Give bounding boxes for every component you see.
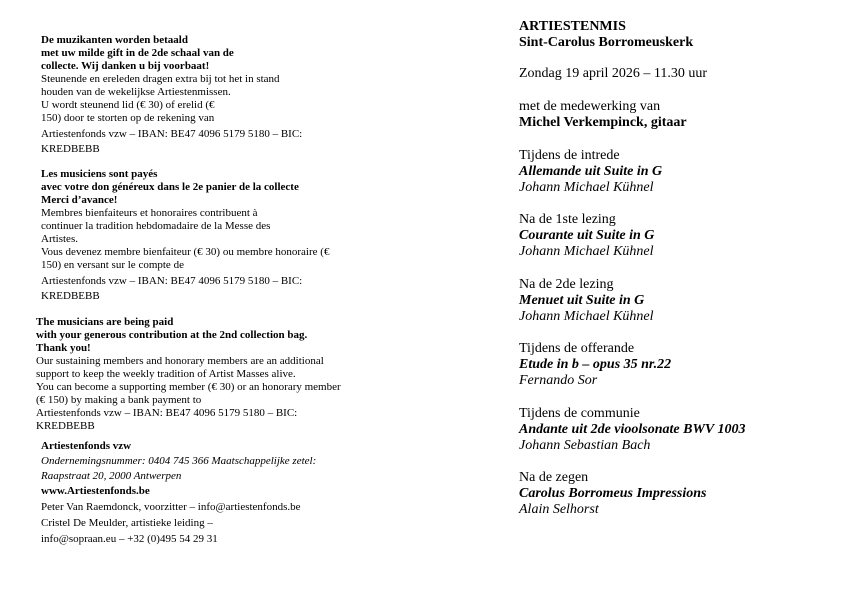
program-item — [519, 341, 671, 389]
english-body-line: support to keep the weekly tradition of Artist Masses alive. — [36, 368, 296, 380]
french-body-line: Membres bienfaiteurs et honoraires contribuent à — [41, 207, 258, 219]
program-composer: Fernando Sor — [519, 373, 598, 388]
program-moment: Na de zegen — [519, 470, 589, 485]
mass-header — [519, 19, 693, 51]
french-heading-line: avec votre don généreux dans le 2e panier de la collecte — [41, 181, 299, 193]
mass-datetime — [519, 66, 707, 82]
collaboration — [519, 99, 687, 131]
french-account-line: KREDBEBB — [41, 290, 100, 302]
french-body-line: Vous devenez membre bienfaiteur (€ 30) ou membre honoraire (€ — [41, 246, 330, 258]
program-piece: Etude in b – opus 35 nr.22 — [519, 357, 672, 372]
english-body-line: Artiestenfonds vzw – IBAN: BE47 4096 5179 5180 – BIC: — [36, 407, 298, 419]
english-body-line: (€ 150) by making a bank payment to — [36, 394, 202, 406]
program-item — [519, 212, 654, 260]
english-heading-line: Thank you! — [36, 342, 91, 354]
english-notice — [36, 316, 341, 433]
dutch-notice — [41, 34, 302, 156]
program-item — [519, 148, 662, 196]
program-piece: Andante uit 2de vioolsonate BWV 1003 — [519, 422, 746, 437]
program-piece: Carolus Borromeus Impressions — [519, 486, 707, 501]
program-moment: Tijdens de intrede — [519, 148, 620, 163]
org-name: Artiestenfonds vzw — [41, 440, 132, 452]
dutch-heading-line: collecte. Wij danken u bij voorbaat! — [41, 60, 210, 72]
org-registration: Ondernemingsnummer: 0404 745 366 Maatschappelijke zetel: — [41, 455, 317, 467]
program-piece: Menuet uit Suite in G — [519, 293, 645, 308]
program-moment: Na de 1ste lezing — [519, 212, 616, 227]
program-composer: Alain Selhorst — [519, 502, 599, 517]
dutch-account-line: KREDBEBB — [41, 143, 100, 155]
french-body-line: 150) en versant sur le compte de — [41, 259, 184, 271]
program-composer: Johann Michael Kühnel — [519, 244, 654, 259]
dutch-body-line: 150) door te storten op de rekening van — [41, 112, 215, 124]
contact-line: info@sopraan.eu – +32 (0)495 54 29 31 — [41, 533, 218, 545]
french-heading-line: Les musiciens sont payés — [41, 168, 158, 180]
dutch-heading-line: De muzikanten worden betaald — [41, 34, 188, 46]
church-name: Sint-Carolus Borromeuskerk — [519, 35, 694, 50]
collab-intro: met de medewerking van — [519, 99, 661, 114]
program-item — [519, 277, 654, 325]
program-piece: Allemande uit Suite in G — [519, 164, 663, 179]
english-body-line: Our sustaining members and honorary members are an additional — [36, 355, 324, 367]
dutch-body-line: U wordt steunend lid (€ 30) of erelid (€ — [41, 99, 215, 111]
program-item — [519, 406, 746, 454]
english-body-line: KREDBEBB — [36, 420, 95, 432]
datetime-line: Zondag 19 april 2026 – 11.30 uur — [519, 66, 708, 81]
french-heading-line: Merci d’avance! — [41, 194, 118, 206]
dutch-body-line: houden van de wekelijkse Artiestenmissen. — [41, 86, 231, 98]
contact-line: Peter Van Raemdonck, voorzitter – info@artiestenfonds.be — [41, 501, 301, 513]
dutch-heading-line: met uw milde gift in de 2de schaal van de — [41, 47, 234, 59]
dutch-account-line: Artiestenfonds vzw – IBAN: BE47 4096 5179 5180 – BIC: — [41, 128, 303, 140]
org-address: Raapstraat 20, 2000 Antwerpen — [41, 470, 182, 482]
contact-line: Cristel De Meulder, artistieke leiding – — [41, 517, 213, 529]
english-heading-line: The musicians are being paid — [36, 316, 174, 328]
english-heading-line: with your generous contribution at the 2nd collection bag. — [36, 329, 308, 341]
program-moment: Tijdens de communie — [519, 406, 640, 421]
french-notice — [41, 168, 329, 303]
program-composer: Johann Sebastian Bach — [519, 438, 651, 453]
french-body-line: continuer la tradition hebdomadaire de la Messe des — [41, 220, 271, 232]
french-body-line: Artistes. — [41, 233, 78, 245]
program-piece: Courante uit Suite in G — [519, 228, 655, 243]
dutch-body-line: Steunende en ereleden dragen extra bij tot het in stand — [41, 73, 280, 85]
program-item — [519, 470, 707, 518]
mass-title: ARTIESTENMIS — [519, 19, 626, 34]
program-moment: Tijdens de offerande — [519, 341, 635, 356]
performer-name: Michel Verkempinck, gitaar — [519, 115, 687, 130]
program-composer: Johann Michael Kühnel — [519, 309, 654, 324]
organisation-footer — [41, 440, 316, 546]
french-account-line: Artiestenfonds vzw – IBAN: BE47 4096 5179 5180 – BIC: — [41, 275, 303, 287]
program-moment: Na de 2de lezing — [519, 277, 614, 292]
org-website[interactable]: www.Artiestenfonds.be — [41, 485, 150, 497]
program-composer: Johann Michael Kühnel — [519, 180, 654, 195]
english-body-line: You can become a supporting member (€ 30) or an honorary member — [36, 381, 341, 393]
